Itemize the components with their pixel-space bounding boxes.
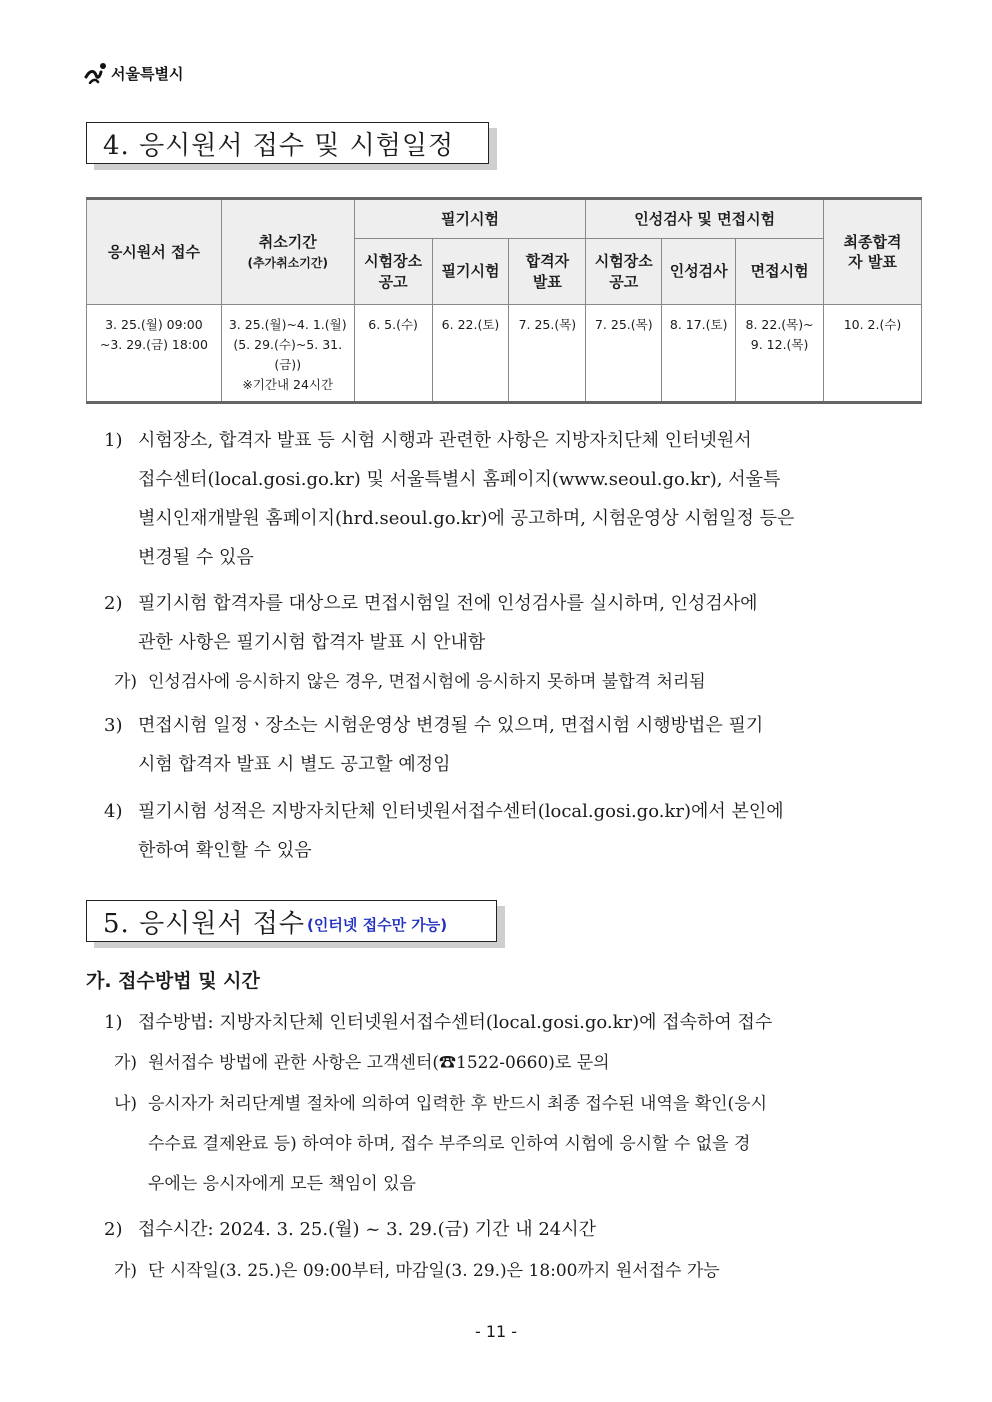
note-number: 가)	[114, 672, 138, 692]
cell-application	[87, 305, 222, 403]
header-logo	[84, 62, 183, 84]
cell-interview-line: 8. 22.(목)~	[745, 317, 814, 332]
cell-written-pass: 7. 25.(목)	[509, 305, 586, 403]
note-number: 4)	[104, 801, 123, 822]
item-line: 수수료 결제완료 등) 하여야 하며, 접수 부주의로 인하여 시험에 응시할 수 없을 경	[148, 1134, 751, 1154]
note-line: 변경될 수 있음	[138, 547, 254, 568]
cell-application-line: ~3. 29.(금) 18:00	[99, 337, 208, 352]
header-written-venue: 시험장소 공고	[354, 239, 432, 305]
item-number: 나)	[114, 1094, 138, 1114]
note-line: 별시인재개발원 홈페이지(hrd.seoul.go.kr)에 공고하며, 시험운영상 시험일정 등은	[138, 508, 795, 529]
note-number: 3)	[104, 715, 123, 736]
item-line: 응시자가 처리단계별 절차에 의하여 입력한 후 반드시 최종 접수된 내역을 확인(응시	[148, 1094, 768, 1114]
item-time	[104, 1210, 910, 1249]
note-2	[104, 584, 910, 662]
item-number: 가)	[114, 1261, 138, 1281]
seoul-logo-icon	[84, 62, 108, 84]
note-number: 1)	[104, 430, 123, 451]
cell-written-exam: 6. 22.(토)	[432, 305, 509, 403]
item-line: 단 시작일(3. 25.)은 09:00부터, 마감일(3. 29.)은 18:00까지 원서접수 가능	[148, 1261, 720, 1281]
header-written-exam: 필기시험	[432, 239, 509, 305]
note-line: 관한 사항은 필기시험 합격자 발표 시 안내함	[138, 632, 486, 653]
cell-interview-line: 9. 12.(목)	[750, 337, 809, 352]
header-interview: 면접시험	[736, 239, 824, 305]
note-line: 접수센터(local.gosi.go.kr) 및 서울특별시 홈페이지(www.seoul.go.kr), 서울특	[138, 469, 781, 490]
note-4	[104, 792, 910, 870]
header-cancel-label: 취소기간	[258, 232, 317, 251]
note-line: 인성검사에 응시하지 않은 경우, 면접시험에 응시하지 못하며 불합격 처리됨	[148, 672, 706, 692]
cell-application-line: 3. 25.(월) 09:00	[105, 317, 203, 332]
cell-personality: 8. 17.(토)	[662, 305, 736, 403]
subsection-heading: 가. 접수방법 및 시간	[86, 970, 260, 992]
section4-title	[86, 122, 489, 164]
header-final: 최종합격자 발표	[824, 199, 922, 305]
note-line: 한하여 확인할 수 있음	[138, 840, 312, 861]
section5-title	[86, 900, 497, 942]
note-3	[104, 706, 910, 784]
item-time-sub-a	[114, 1251, 910, 1291]
item-method	[104, 1003, 910, 1042]
header-interview-group: 인성검사 및 면접시험	[586, 199, 824, 239]
item-line: 접수시간: 2024. 3. 25.(월) ~ 3. 29.(금) 기간 내 24시간	[138, 1219, 597, 1240]
cell-cancel-line: 3. 25.(월)~4. 1.(월)	[228, 317, 347, 332]
header-cancel	[221, 199, 354, 305]
schedule-table	[86, 197, 922, 404]
note-line: 필기시험 성적은 지방자치단체 인터넷원서접수센터(local.gosi.go.kr)에서 본인에	[138, 801, 784, 822]
section5-title-note: (인터넷 접수만 가능)	[307, 915, 448, 934]
note-line: 면접시험 일정ㆍ장소는 시험운영상 변경될 수 있으며, 면접시험 시행방법은 필기	[138, 715, 764, 736]
note-line: 시험장소, 합격자 발표 등 시험 시행과 관련한 사항은 지방자치단체 인터넷원서	[138, 430, 752, 451]
item-line: 우에는 응시자에게 모든 책임이 있음	[148, 1174, 416, 1194]
item-line: 원서접수 방법에 관한 사항은 고객센터(☎1522-0660)로 문의	[148, 1053, 610, 1073]
section5-title-text: 5. 응시원서 접수	[103, 908, 306, 939]
header-written-pass: 합격자 발표	[509, 239, 586, 305]
header-cancel-note: (추가취소기간)	[247, 256, 328, 270]
item-method-sub-a	[114, 1043, 910, 1083]
logo-text: 서울특별시	[111, 64, 184, 83]
cell-interview	[736, 305, 824, 403]
item-number: 가)	[114, 1053, 138, 1073]
header-written: 필기시험	[354, 199, 586, 239]
item-method-sub-b	[114, 1084, 910, 1204]
cell-cancel	[221, 305, 354, 403]
cell-cancel-line: ※기간내 24시간	[242, 377, 334, 392]
note-number: 2)	[104, 593, 123, 614]
note-line: 필기시험 합격자를 대상으로 면접시험일 전에 인성검사를 실시하며, 인성검사에	[138, 593, 758, 614]
cell-cancel-line: (5. 29.(수)~5. 31.(금))	[233, 337, 343, 372]
cell-written-venue: 6. 5.(수)	[354, 305, 432, 403]
item-line: 접수방법: 지방자치단체 인터넷원서접수센터(local.gosi.go.kr)에 접속하여 접수	[138, 1012, 773, 1033]
header-personality: 인성검사	[662, 239, 736, 305]
item-number: 1)	[104, 1012, 123, 1033]
note-line: 시험 합격자 발표 시 별도 공고할 예정임	[138, 754, 451, 775]
header-interview-venue: 시험장소 공고	[586, 239, 662, 305]
cell-final: 10. 2.(수)	[824, 305, 922, 403]
note-1	[104, 421, 910, 577]
header-application: 응시원서 접수	[87, 199, 222, 305]
page-number: - 11 -	[474, 1322, 518, 1341]
cell-interview-venue: 7. 25.(목)	[586, 305, 662, 403]
section4-title-text: 4. 응시원서 접수 및 시험일정	[103, 130, 455, 161]
item-number: 2)	[104, 1219, 123, 1240]
note-2-sub	[114, 662, 910, 702]
